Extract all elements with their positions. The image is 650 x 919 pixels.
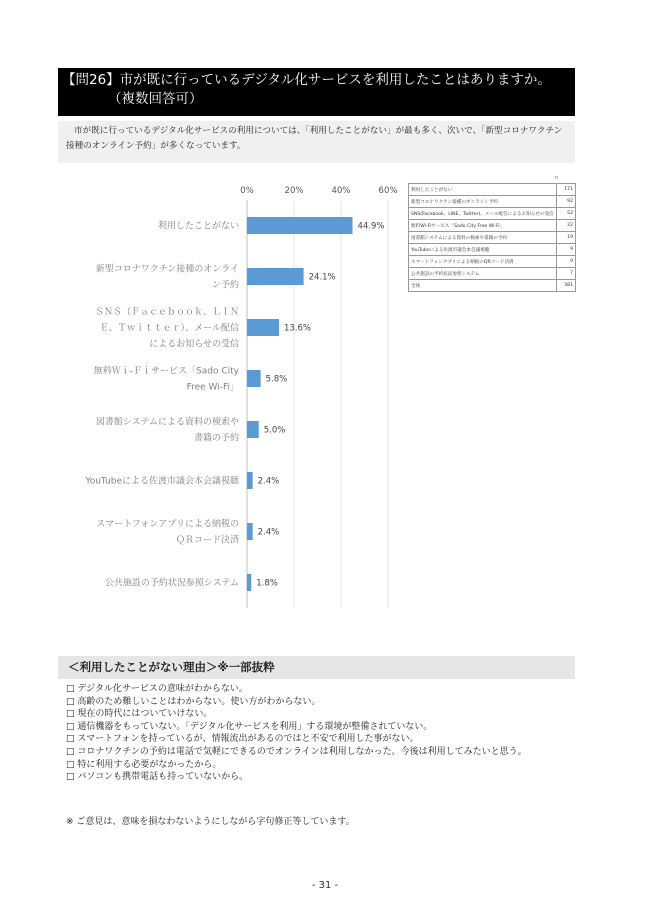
category-label: 公共施設の予約状況参照システム [104,578,239,589]
reason-item: □ 通信機器をもっていない。「デジタル化サービスを利用」する環境が整備されていない。 [66,721,433,732]
question-subtitle: （複数回答可） [108,91,203,107]
category-label: 新型コロナワクチン接種のオンライ [95,264,239,275]
data-label: 5.8% [265,374,288,385]
page-number: - 31 - [311,880,339,891]
table-row-count: 9 [556,244,575,256]
category-label: 図書館システムによる資料の検索や [95,417,239,428]
reason-item: □ スマートフォンを持っているが、情報流出があるのではと不安で利用した事がない。 [66,734,419,745]
table-row-count: 381 [556,280,575,292]
bar [247,370,261,387]
table-row-label: YouTubeによる佐渡市議会本会議視聴 [409,244,557,256]
table-row-count: 52 [556,208,575,220]
table-row-label: 無料Wi-Fiサービス「Sado City Free Wi-Fi」 [409,220,557,232]
table-row-count: 92 [556,196,575,208]
reason-item: □ 特に利用する必要がなかったから。 [66,759,222,770]
table-row-count: 7 [556,268,575,280]
table-row-label: SNS(Facebook、LINE、Twitter)、メール配信によるお知らせの受信 [409,208,557,220]
table-row [409,208,576,220]
data-label: 5.0% [263,425,286,436]
reason-item: □ 現在の時代にはついていけない。 [66,709,213,720]
x-tick-label: 0% [240,186,254,196]
bar-chart [58,178,403,618]
category-label: Free Wi-Fi」 [186,382,239,393]
table-corner-label: n [555,175,559,181]
count-table [408,183,576,292]
table-row-label: 新型コロナワクチン接種のオンライン予約 [409,196,557,208]
category-label: 無料Ｗｉ-Ｆｉサービス「Sado City [93,366,239,377]
bar [247,421,259,438]
table-row [409,256,576,268]
reason-item: □ デジタル化サービスの意味がわからない。 [66,684,248,694]
category-label: 利用したことがない [157,221,239,232]
bar [247,319,279,336]
question-header [58,68,575,116]
category-label: によるお知らせの受信 [149,339,239,350]
bar [247,472,253,489]
x-tick-label: 20% [284,186,304,196]
category-label: ＳＮＳ（Ｆａｃｅｂｏｏｋ、ＬＩＮ [94,307,239,318]
category-label: YouTubeによる佐渡市議会本会議視聴 [85,476,239,487]
bar [247,523,253,540]
data-label: 44.9% [357,221,385,232]
table-row [409,244,576,256]
reason-item: □ コロナワクチンの予約は電話で気軽にできるのでオンラインは利用しなかった。今後は利用してみたいと思う。 [66,746,527,757]
bar [247,268,304,285]
x-tick-label: 60% [378,186,398,196]
table-row [409,268,576,280]
reasons-heading: ＜利用したことがない理由＞※一部抜粋 [58,656,575,679]
category-label: スマートフォンアプリによる納税の [96,519,239,530]
category-label: ＱＲコード決済 [175,535,239,546]
data-label: 24.1% [308,272,336,283]
table-row-label: 利用したことがない [409,184,557,196]
summary-text: 市が既に行っているデジタル化サービスの利用については、「利用したことがない」が最も多く、次いで、「新型コロナワクチン接種のオンライン予約」が多くなっています。 [58,121,575,163]
reason-item: □ 高齢のため難しいことはわからない。使い方がわからない。 [66,696,321,707]
table-row-label: 図書館システムによる資料の検索や書籍の予約 [409,232,557,244]
data-label: 1.8% [256,578,278,589]
data-label: 2.4% [257,527,280,538]
reasons-list [66,683,586,784]
table-row [409,280,576,292]
table-row [409,232,576,244]
x-tick-label: 40% [331,186,351,196]
data-label: 2.4% [257,476,280,487]
editorial-note: ※ ご意見は、意味を損なわないようにしながら字句修正等しています。 [66,817,355,827]
table-row [409,184,576,196]
table-row-label: 公共施設の予約状況参照システム [409,268,557,280]
category-label: Ｅ、Ｔｗｉｔｔｅｒ）、メール配信 [99,323,239,334]
table-row-count: 19 [556,232,575,244]
bar [247,217,353,234]
table-row-count: 171 [556,184,575,196]
bar [247,574,251,591]
data-label: 13.6% [283,323,311,334]
table-row [409,196,576,208]
table-row-label: スマートフォンアプリによる納税のQRコード決済 [409,256,557,268]
table-row-count: 22 [556,220,575,232]
question-title: 【問26】市が既に行っているデジタル化サービスを利用したことはありますか。 [62,72,551,88]
category-label: ン予約 [211,280,239,291]
table-row [409,220,576,232]
table-row-label: 全体 [409,280,557,292]
reason-item: □ パソコンも携帯電話も持っていないから。 [66,772,249,783]
table-row-count: 9 [556,256,575,268]
category-label: 書籍の予約 [193,433,239,444]
